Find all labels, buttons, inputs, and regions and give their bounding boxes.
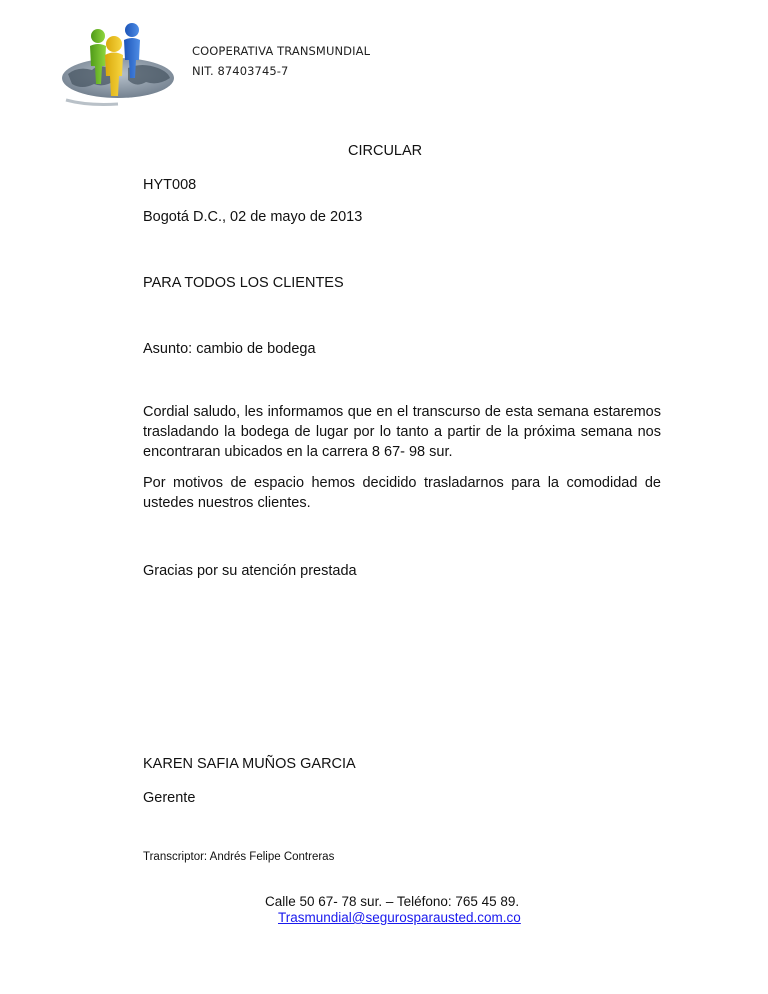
closing-line: Gracias por su atención prestada	[143, 563, 357, 579]
organization-name: COOPERATIVA TRANSMUNDIAL	[192, 44, 371, 58]
signer-role: Gerente	[143, 790, 196, 806]
body-paragraph-1: Cordial saludo, les informamos que en el transcurso de esta semana estaremos trasladando la bodega de lugar por lo tanto a partir de la próxima semana nos encontraran ubicados en la carrera 8 67- 98 sur.	[143, 404, 661, 460]
body-paragraph-2: Por motivos de espacio hemos decidido trasladarnos para la comodidad de ustedes nuestros clientes.	[143, 475, 661, 511]
reference-code: HYT008	[143, 177, 197, 193]
recipient-line: PARA TODOS LOS CLIENTES	[143, 275, 344, 291]
transcriber-line: Transcriptor: Andrés Felipe Contreras	[143, 851, 335, 863]
footer-address: Calle 50 67- 78 sur. – Teléfono: 765 45 89.	[265, 894, 520, 909]
footer-email-link[interactable]: Trasmundial@segurosparausted.com.co	[278, 910, 521, 925]
company-logo	[58, 8, 180, 106]
date-line: Bogotá D.C., 02 de mayo de 2013	[143, 209, 363, 225]
organization-nit: NIT. 87403745-7	[192, 64, 289, 78]
three-people-globe-logo-icon	[58, 8, 180, 106]
document-title: CIRCULAR	[348, 143, 423, 159]
subject-line: Asunto: cambio de bodega	[143, 341, 316, 357]
signer-name: KAREN SAFIA MUÑOS GARCIA	[143, 756, 356, 772]
